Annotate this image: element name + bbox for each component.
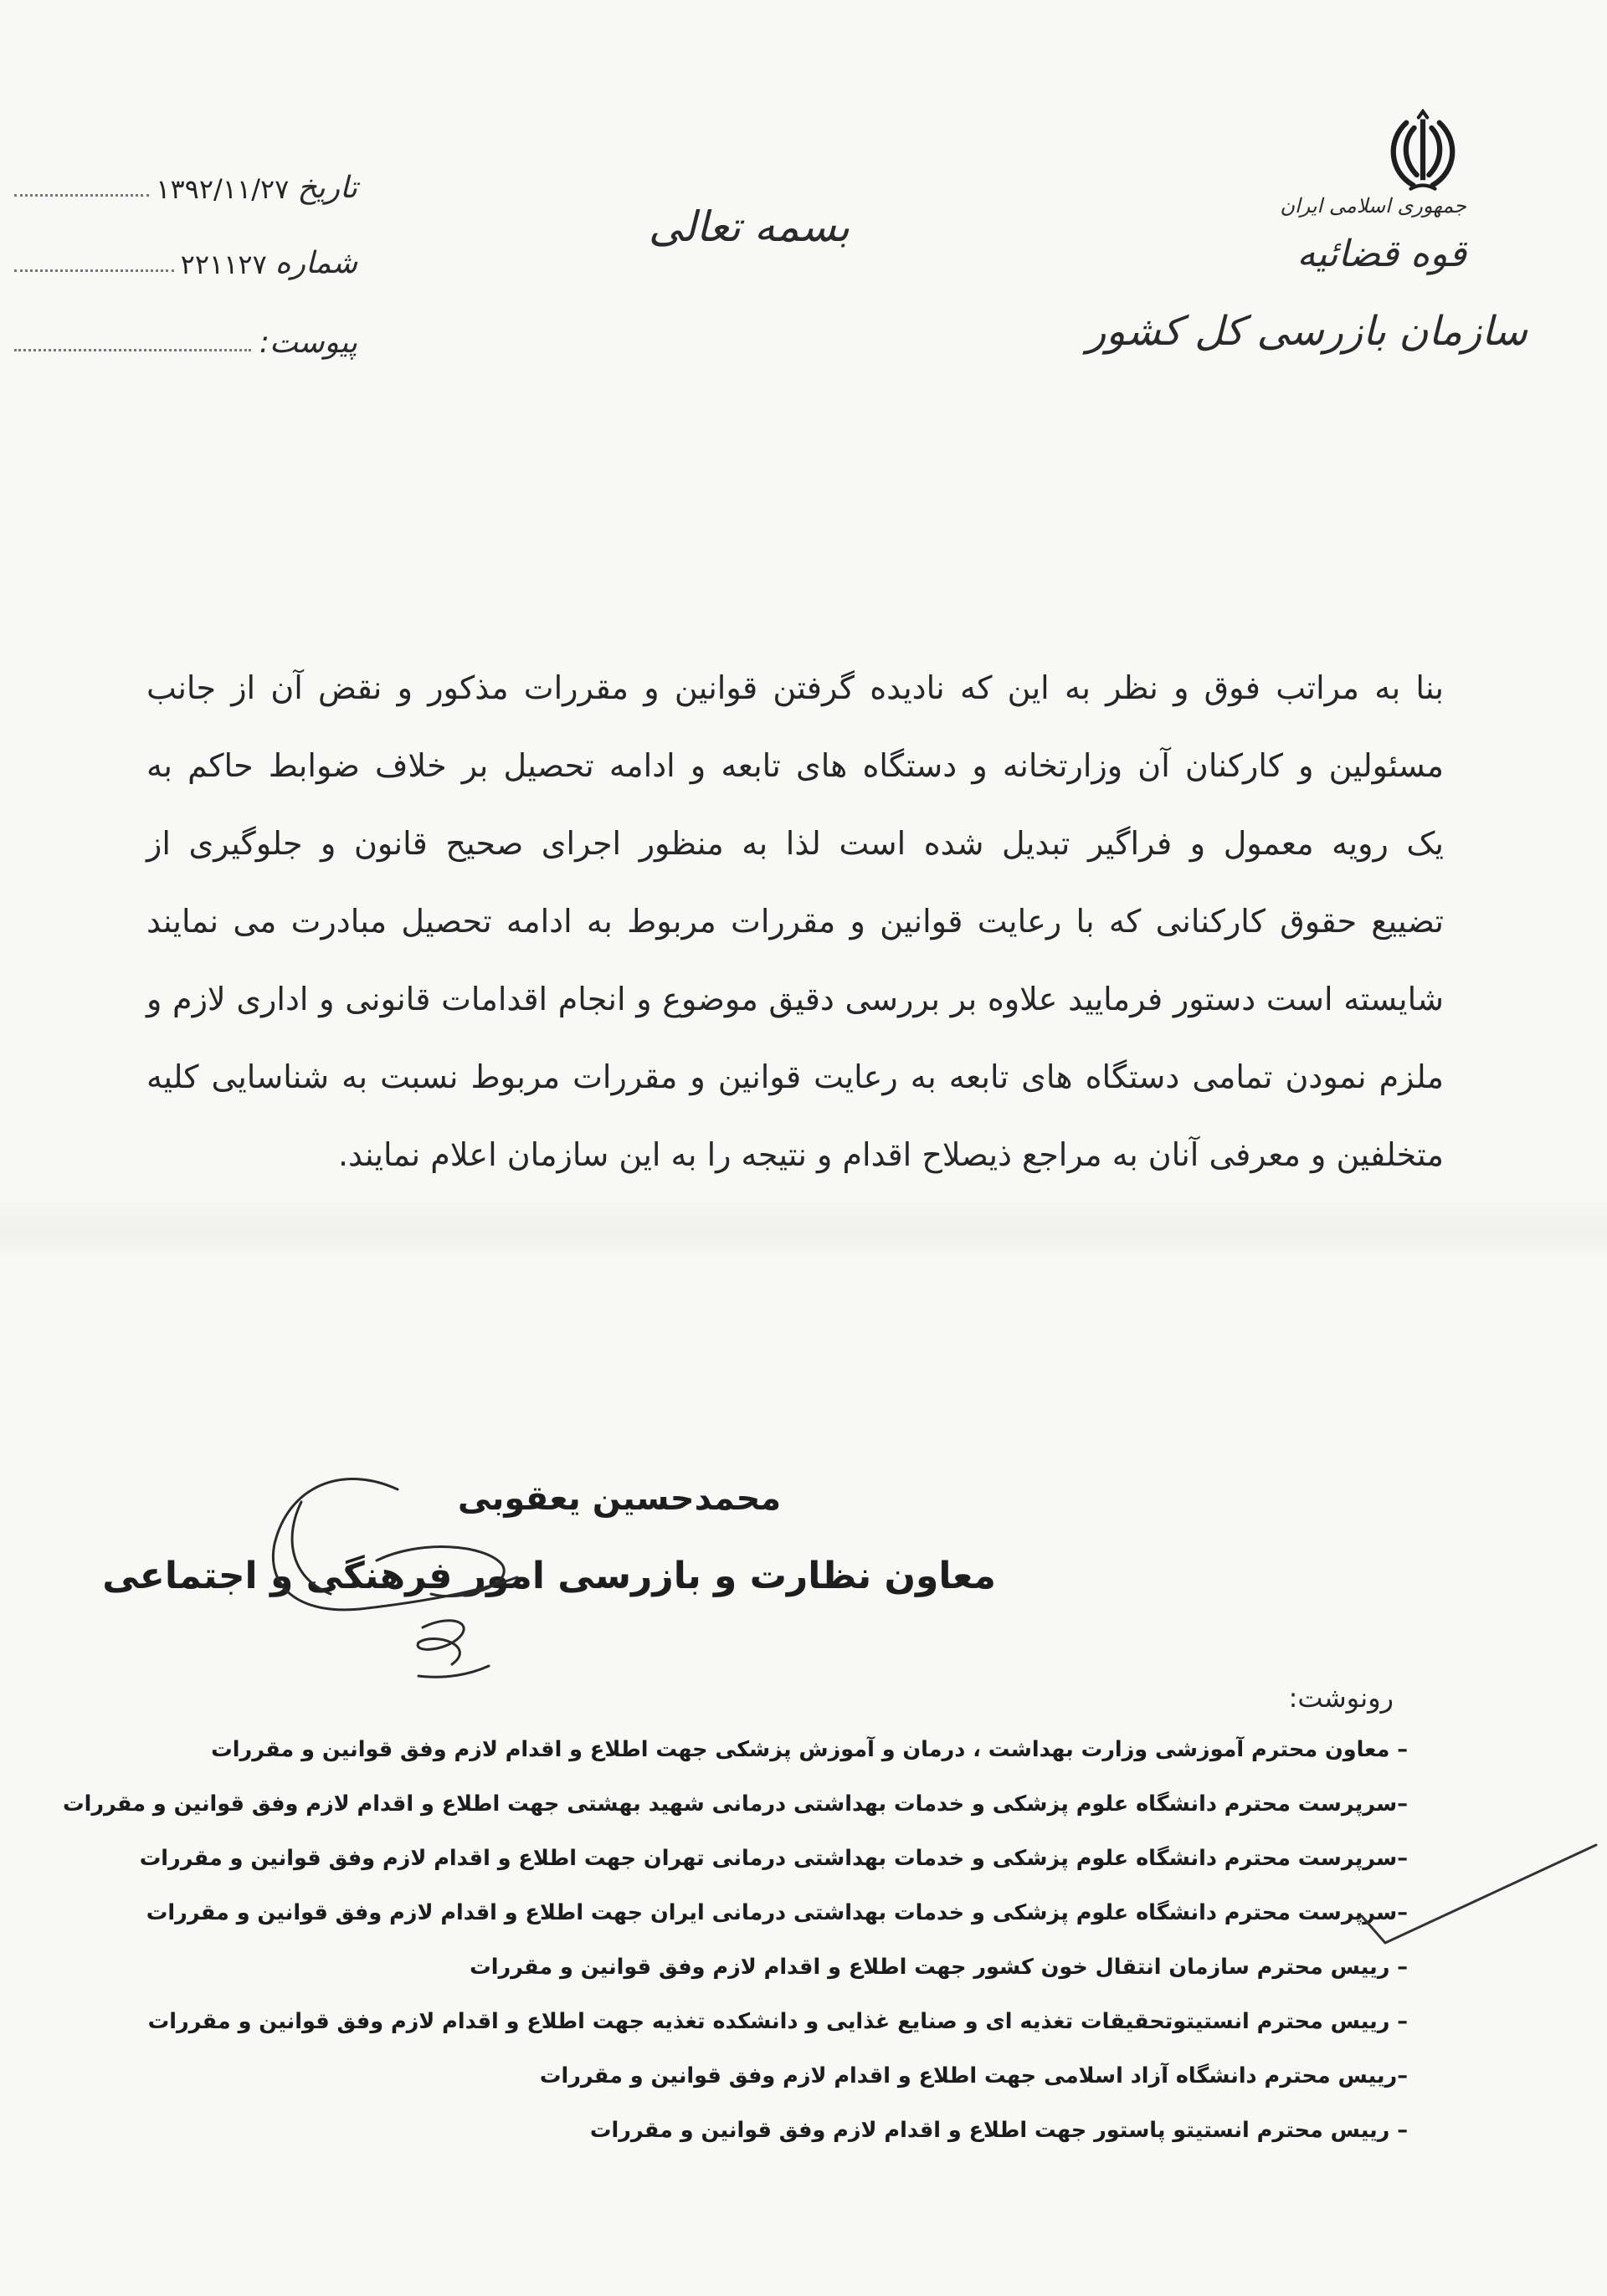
dotted-leader <box>14 194 149 197</box>
cc-item: – رییس محترم انستیتو پاستور جهت اطلاع و اقدام لازم وفق قوانین و مقررات <box>589 2118 1408 2143</box>
iran-emblem-icon <box>1377 109 1469 196</box>
cc-item: – معاون محترم آموزشی وزارت بهداشت ، درمان و آموزش پزشکی جهت اطلاع و اقدام لازم وفق قوانین و مقررات <box>211 1737 1408 1762</box>
handwritten-signature <box>251 1460 527 1703</box>
body-line: متخلفین و معرفی آنان به مراجع ذیصلاح اقدام و نتیجه را به این سازمان اعلام نمایند. <box>337 1136 1444 1173</box>
dotted-leader <box>14 349 251 351</box>
cc-list <box>59 1723 1408 2158</box>
cc-label: رونوشت: <box>1288 1682 1394 1714</box>
body-line: مسئولین و کارکنان آن وزارتخانه و دستگاه های تابعه و ادامه تحصیل بر خلاف ضوابط حاکم به <box>146 747 1444 784</box>
country-name: جمهوری اسلامی ایران <box>1280 194 1466 218</box>
date-value: ۱۳۹۲/۱۱/۲۷ <box>156 173 290 205</box>
body-line: تضییع حقوق کارکنانی که با رعایت قوانین و مقررات مربوط به ادامه تحصیل مبادرت می نمایند <box>146 903 1444 940</box>
attachment-label: پیوست: <box>259 325 357 360</box>
date-label: تاریخ <box>297 171 357 205</box>
number-row <box>14 230 357 280</box>
judiciary-branch: قوه قضائیه <box>1296 233 1466 275</box>
body-line: ملزم نمودن تمامی دستگاه های تابعه به رعایت قوانین و مقررات مربوط نسبت به شناسایی کلیه <box>146 1058 1444 1095</box>
body-line: یک رویه معمول و فراگیر تبدیل شده است لذا به منظور اجرای صحیح قانون و جلوگیری از <box>146 825 1444 862</box>
signatory-title: معاون نظارت و بازرسی امور فرهنگی و اجتماعی <box>102 1555 996 1597</box>
number-value: ۲۲۱۱۲۷ <box>180 249 267 280</box>
cc-item: –رییس محترم دانشگاه آزاد اسلامی جهت اطلاع و اقدام لازم وفق قوانین و مقررات <box>539 2063 1408 2088</box>
cc-item: –سرپرست محترم دانشگاه علوم پزشکی و خدمات بهداشتی درمانی ایران جهت اطلاع و اقدام لازم وفق قوانین و مقررات <box>146 1900 1408 1925</box>
number-label: شماره <box>275 246 357 280</box>
body-line: شایسته است دستور فرمایید علاوه بر بررسی دقیق موضوع و انجام اقدامات قانونی و اداری لازم و <box>146 981 1444 1017</box>
invocation-heading: بسمه تعالی <box>648 202 850 251</box>
cc-item: – رییس محترم انستیتوتحقیقات تغذیه ای و صنایع غذایی و دانشکده تغذیه جهت اطلاع و اقدام لازم وفق قوانین و مقررات <box>147 2009 1408 2034</box>
scan-shading <box>0 1197 1607 1263</box>
cc-item: –سرپرست محترم دانشگاه علوم پزشکی و خدمات بهداشتی درمانی شهید بهشتی جهت اطلاع و اقدام لازم وفق قوانین و مقررات <box>62 1791 1408 1817</box>
dotted-leader <box>14 269 174 272</box>
attachment-row <box>14 310 357 360</box>
body-line: بنا به مراتب فوق و نظر به این که نادیده گرفتن قوانین و مقررات مذکور و نقض آن از جانب <box>146 669 1444 706</box>
date-row <box>14 155 357 205</box>
handwritten-checkmark-icon <box>1339 1832 1603 1954</box>
cc-item: –سرپرست محترم دانشگاه علوم پزشکی و خدمات بهداشتی درمانی تهران جهت اطلاع و اقدام لازم وفق قوانین و مقررات <box>139 1846 1408 1871</box>
letter-body <box>146 649 1444 1194</box>
cc-item: – رییس محترم سازمان انتقال خون کشور جهت اطلاع و اقدام لازم وفق قوانین و مقررات <box>470 1955 1408 1980</box>
signatory-name: محمدحسین یعقوبی <box>457 1479 782 1518</box>
organization-name: سازمان بازرسی کل کشور <box>1086 308 1527 355</box>
